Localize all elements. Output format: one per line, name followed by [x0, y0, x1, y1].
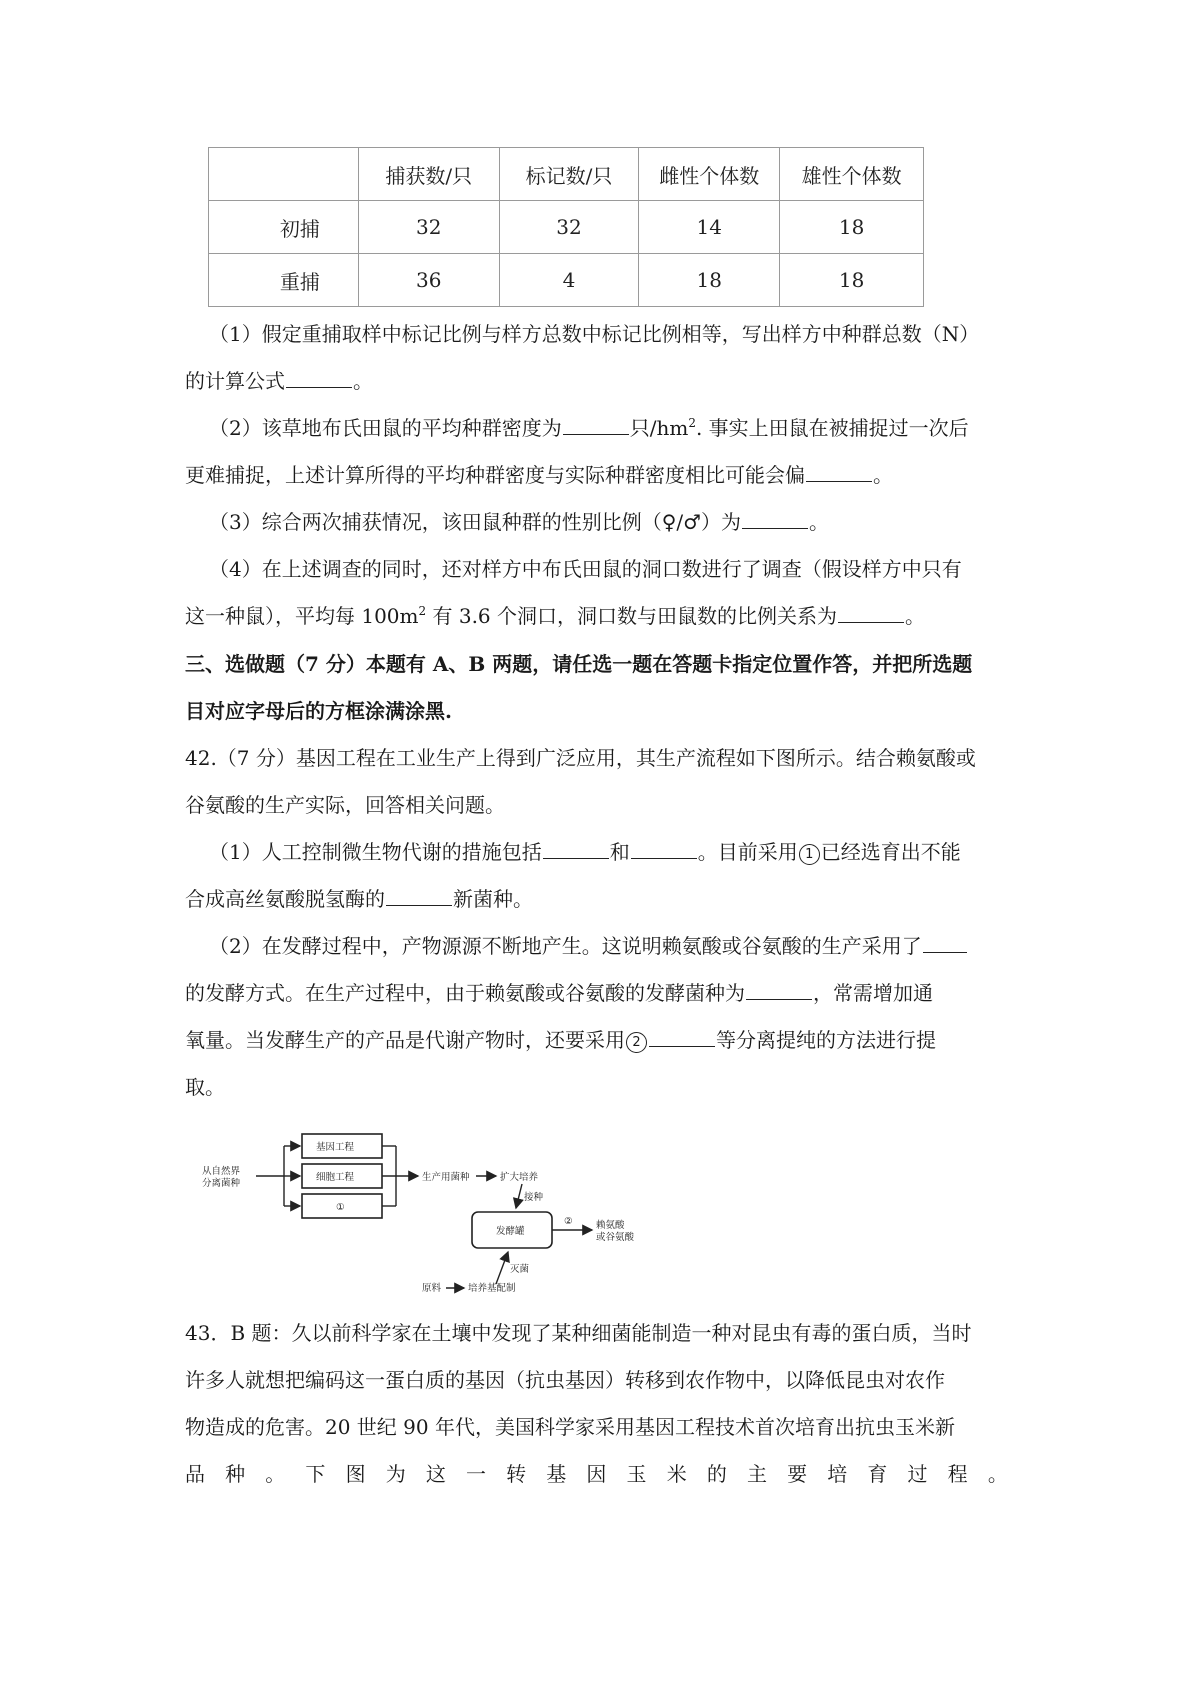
table-cell: 4 — [499, 254, 639, 307]
source-label-1: 从自然界 — [202, 1166, 241, 1177]
q42-part2-line2 — [185, 981, 933, 1005]
table-cell: 18 — [780, 254, 924, 307]
q41-part1-line1: （1）假定重捕取样中标记比例与样方总数中标记比例相等，写出样方中种群总数（N） — [209, 322, 980, 346]
text: 合成高丝氨酸脱氢酶的 — [185, 887, 385, 911]
q41-part3 — [209, 510, 829, 534]
q42-stem-line2: 谷氨酸的生产实际，回答相关问题。 — [185, 793, 505, 817]
answer-blank — [806, 463, 872, 482]
circled-number-2: 2 — [626, 1032, 647, 1053]
box-genetic-engineering-label: 基因工程 — [316, 1142, 355, 1153]
text: 有 3.6 个洞口，洞口数与田鼠数的比例关系为 — [426, 604, 838, 628]
answer-blank — [742, 510, 808, 529]
answer-blank — [649, 1028, 715, 1047]
product-label-1: 赖氨酸 — [596, 1220, 625, 1231]
table-header-cell: 标记数/只 — [499, 148, 639, 201]
answer-blank — [543, 840, 609, 859]
table-header-cell — [209, 148, 359, 201]
answer-blank — [386, 887, 452, 906]
text: 只/hm — [629, 416, 689, 440]
text: 和 — [609, 840, 630, 864]
text: 氧量。当发酵生产的产品是代谢产物时，还要采用 — [185, 1028, 625, 1052]
text: 。 — [873, 463, 893, 487]
text: 已经选育出不能 — [820, 840, 961, 864]
spread-char: 种 — [225, 1462, 246, 1486]
text: 等分离提纯的方法进行提 — [716, 1028, 936, 1052]
spread-char: 品 — [185, 1462, 205, 1486]
spread-char: 培 — [827, 1462, 848, 1486]
q42-stem-line1: 42.（7 分）基因工程在工业生产上得到广泛应用，其生产流程如下图所示。结合赖氨酸或 — [185, 746, 976, 770]
text: （1）人工控制微生物代谢的措施包括 — [209, 840, 542, 864]
q43-line3: 物造成的危害。20 世纪 90 年代，美国科学家采用基因工程技术首次培育出抗虫玉米新 — [185, 1415, 955, 1439]
text: 。 — [353, 369, 373, 393]
superscript: 2 — [418, 604, 427, 618]
spread-char: 图 — [345, 1462, 366, 1486]
production-flow-diagram — [200, 1124, 720, 1294]
section3-heading-line2: 目对应字母后的方框涂满涂黑. — [185, 699, 452, 723]
table-row — [209, 201, 924, 254]
strain-label: 生产用菌种 — [422, 1172, 470, 1183]
circled-number-1: 1 — [799, 844, 820, 865]
spread-char: 程 — [947, 1462, 968, 1486]
answer-blank — [838, 604, 904, 623]
source-label-2: 分离菌种 — [202, 1178, 241, 1189]
spread-char: 过 — [907, 1462, 928, 1486]
q41-part4-line1: （4）在上述调查的同时，还对样方中布氏田鼠的洞口数进行了调查（假设样方中只有 — [209, 557, 962, 581]
text: 新菌种。 — [453, 887, 533, 911]
spread-char: 基 — [546, 1462, 567, 1486]
medium-label: 培养基配制 — [468, 1283, 516, 1294]
q41-part1-line2 — [185, 369, 373, 393]
spread-char: 育 — [867, 1462, 888, 1486]
spread-char: 下 — [305, 1462, 326, 1486]
text: （2）在发酵过程中，产物源源不断地产生。这说明赖氨酸或谷氨酸的生产采用了 — [209, 934, 922, 958]
capture-table — [208, 147, 924, 307]
answer-blank — [563, 416, 629, 435]
spread-char: 因 — [586, 1462, 607, 1486]
text: （2）该草地布氏田鼠的平均种群密度为 — [209, 416, 562, 440]
spread-char: 一 — [465, 1462, 486, 1486]
table-header-cell: 雄性个体数 — [780, 148, 924, 201]
spread-char: 。 — [987, 1462, 1008, 1486]
table-cell: 36 — [358, 254, 499, 307]
table-header-cell: 雌性个体数 — [639, 148, 780, 201]
raw-material-label: 原料 — [422, 1283, 442, 1294]
table-cell: 18 — [780, 201, 924, 254]
answer-blank — [286, 369, 352, 388]
spread-char: 米 — [666, 1462, 687, 1486]
superscript: 2 — [688, 416, 696, 430]
table-row — [209, 254, 924, 307]
fermenter-label: 发酵罐 — [496, 1226, 525, 1237]
arrow — [496, 1252, 508, 1284]
text: 的计算公式 — [185, 369, 285, 393]
q42-part2-line1 — [209, 934, 968, 958]
product-label-2: 或谷氨酸 — [596, 1232, 635, 1243]
q43-line2: 许多人就想把编码这一蛋白质的基因（抗虫基因）转移到农作物中，以降低昆虫对农作 — [185, 1368, 945, 1392]
text: 。目前采用 — [697, 840, 798, 864]
text: 更难捕捉，上述计算所得的平均种群密度与实际种群密度相比可能会偏 — [185, 463, 805, 487]
row-label: 重捕 — [209, 254, 359, 307]
answer-blank — [923, 934, 967, 953]
q42-part2-line3 — [185, 1028, 936, 1053]
table-header-cell: 捕获数/只 — [358, 148, 499, 201]
table-header-row — [209, 148, 924, 201]
q42-part2-line4: 取。 — [185, 1075, 225, 1099]
q43-line1: 43．B 题：久以前科学家在土壤中发现了某种细菌能制造一种对昆虫有毒的蛋白质，当时 — [185, 1321, 972, 1345]
spread-char: 的 — [706, 1462, 727, 1486]
q41-part2-line2 — [185, 463, 893, 487]
box-step-1-label: ① — [336, 1202, 345, 1213]
text: 。 — [905, 604, 926, 628]
q41-part2-line1 — [209, 416, 969, 440]
text: . 事实上田鼠在被捕捉过一次后 — [695, 416, 969, 440]
text: 。 — [809, 510, 830, 534]
row-label: 初捕 — [209, 201, 359, 254]
inoculate-label: 接种 — [524, 1192, 544, 1203]
spread-char: 这 — [425, 1462, 446, 1486]
expand-culture-label: 扩大培养 — [500, 1172, 539, 1183]
q41-part4-line2 — [185, 604, 925, 628]
table-cell: 32 — [499, 201, 639, 254]
spread-char: 主 — [746, 1462, 767, 1486]
table-cell: 14 — [639, 201, 780, 254]
text: 这一种鼠），平均每 100m — [185, 604, 419, 628]
answer-blank — [631, 840, 697, 859]
text: （3）综合两次捕获情况，该田鼠种群的性别比例（♀/♂）为 — [209, 510, 742, 534]
spread-char: 转 — [506, 1462, 527, 1486]
spread-char: 。 — [265, 1462, 286, 1486]
q42-part1-line2 — [185, 887, 533, 911]
step-2-label: ② — [564, 1216, 573, 1227]
spread-char: 要 — [787, 1462, 808, 1486]
sterilize-label: 灭菌 — [510, 1264, 530, 1275]
arrow — [516, 1184, 522, 1208]
q42-part1-line1 — [209, 840, 961, 865]
text: 的发酵方式。在生产过程中，由于赖氨酸或谷氨酸的发酵菌种为 — [185, 981, 745, 1005]
table-cell: 18 — [639, 254, 780, 307]
spread-char: 玉 — [626, 1462, 647, 1486]
text: ，常需增加通 — [813, 981, 933, 1005]
q43-line4 — [185, 1462, 1008, 1486]
box-cell-engineering-label: 细胞工程 — [316, 1172, 355, 1183]
spread-char: 为 — [385, 1462, 406, 1486]
table-cell: 32 — [358, 201, 499, 254]
answer-blank — [746, 981, 812, 1000]
section3-heading-line1: 三、选做题（7 分）本题有 A、B 两题，请任选一题在答题卡指定位置作答，并把所选题 — [185, 652, 973, 676]
